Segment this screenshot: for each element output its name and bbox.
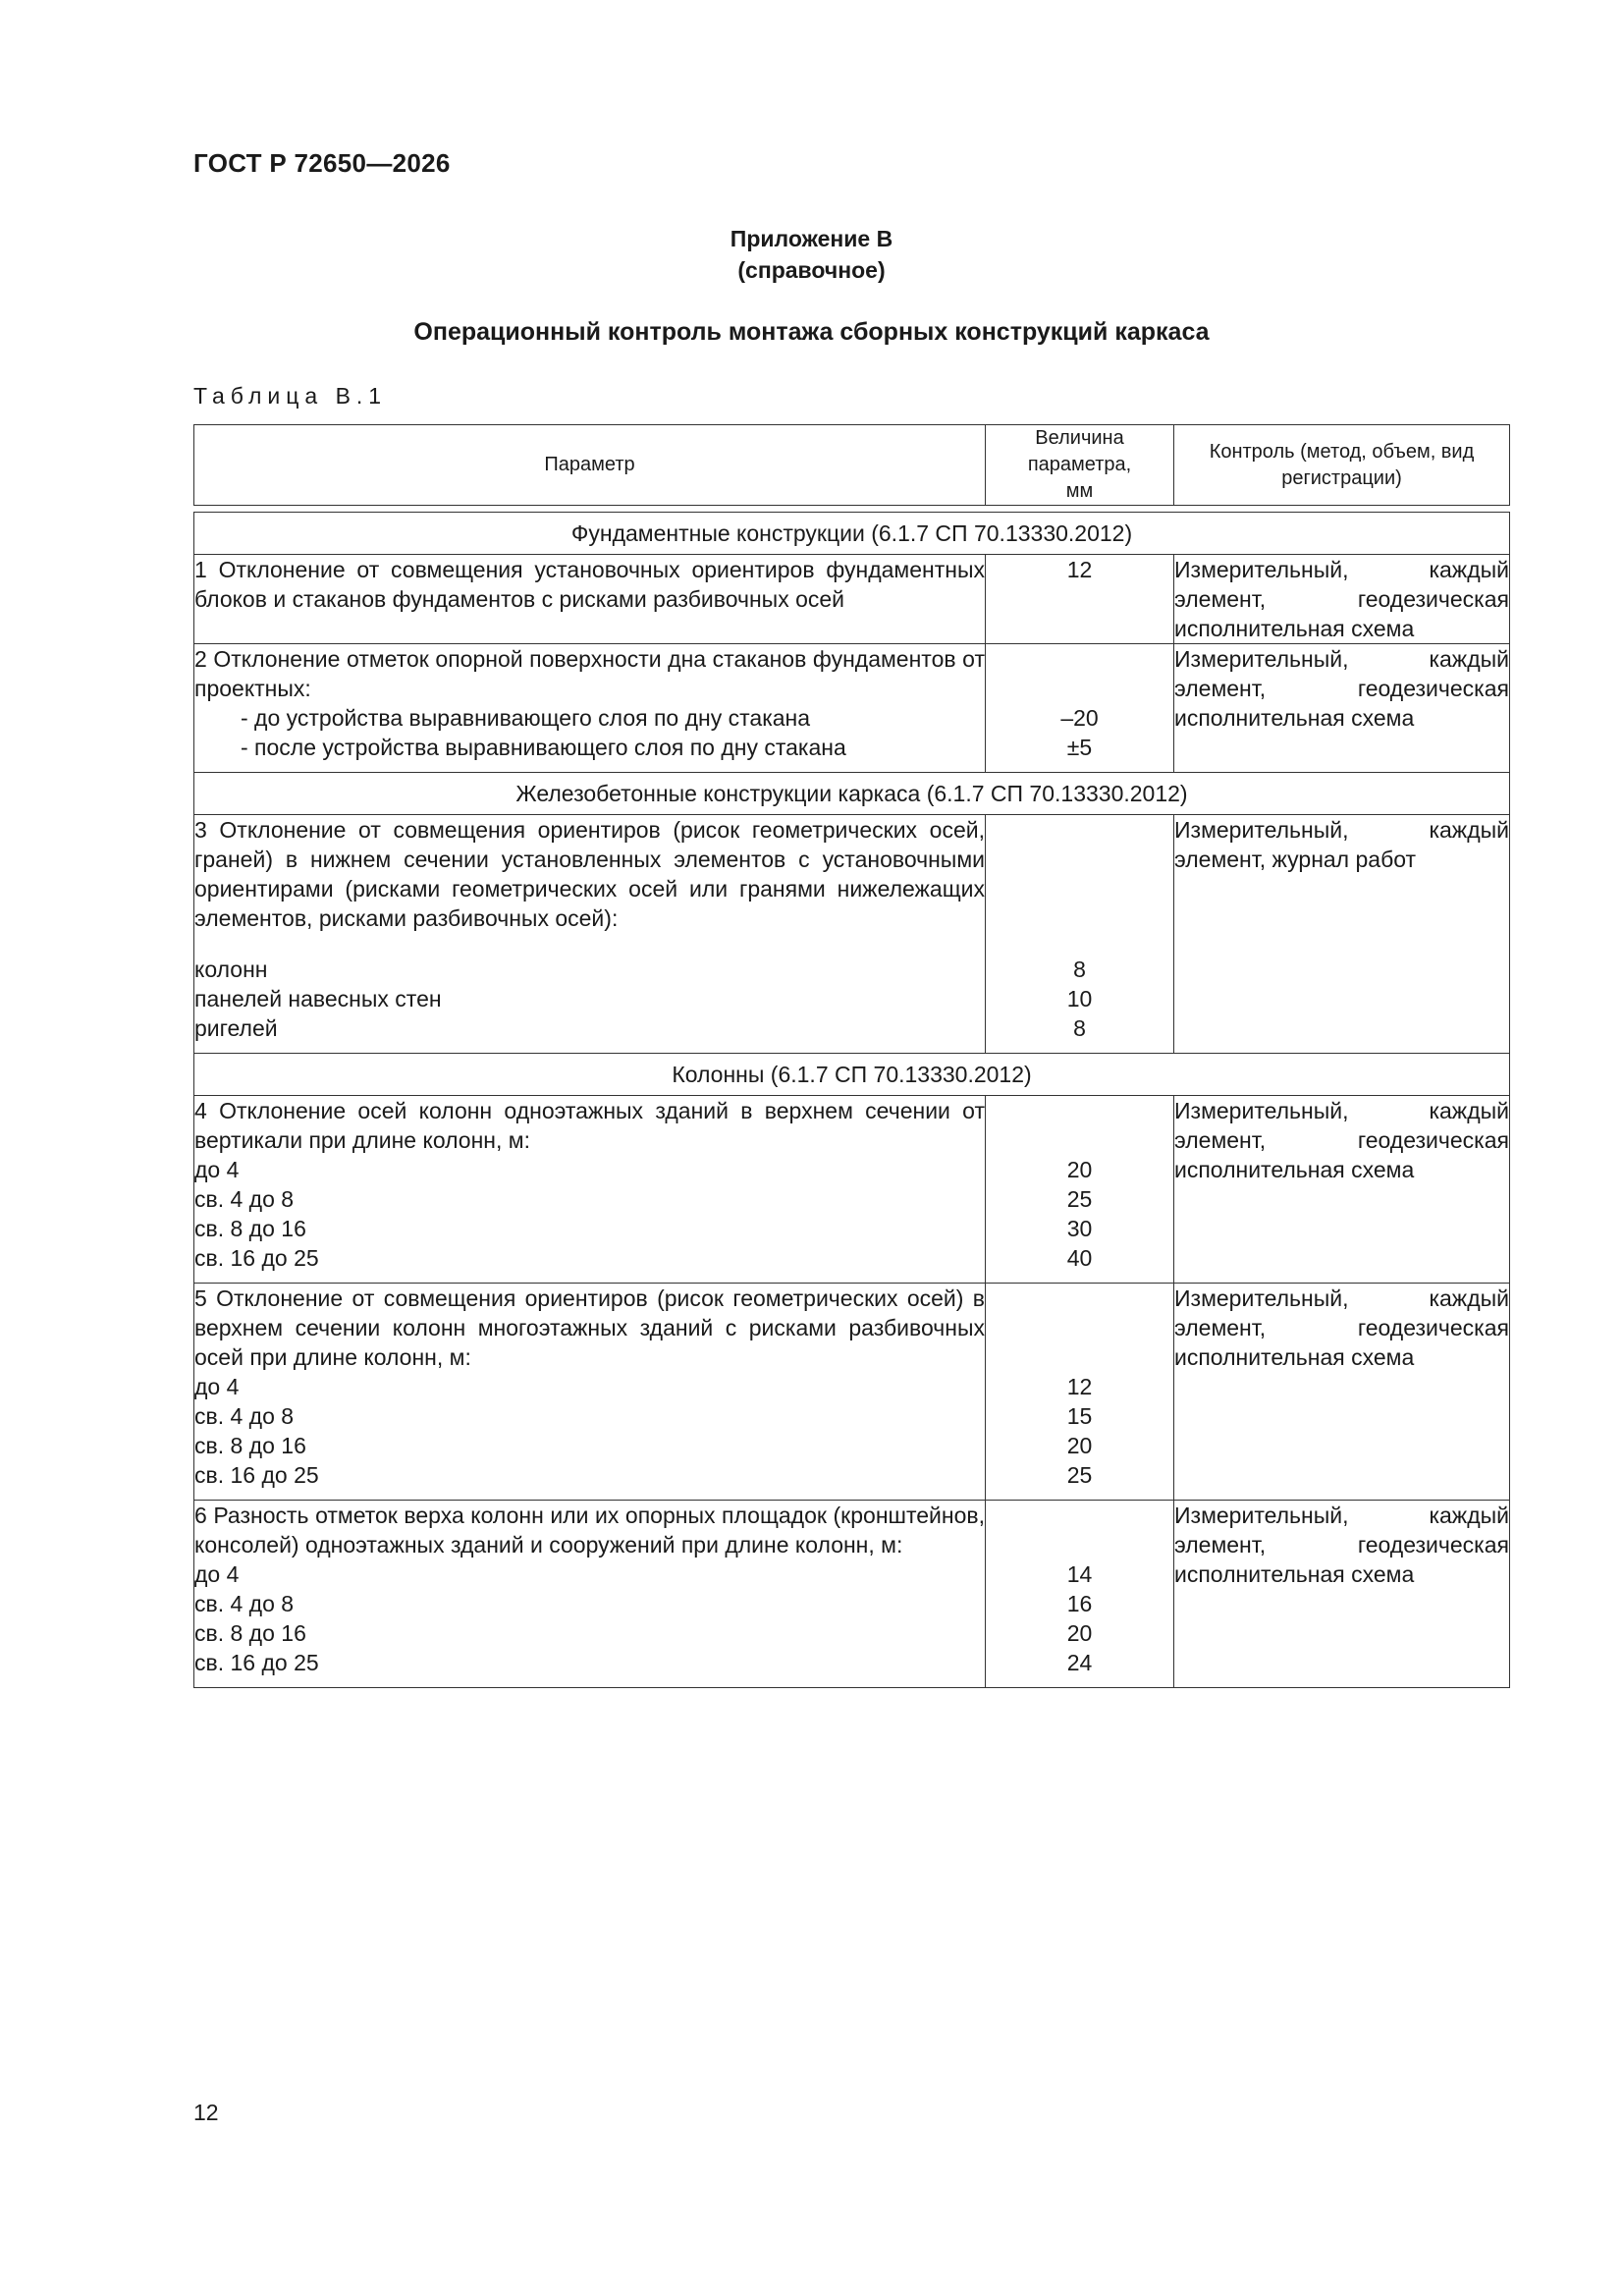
sub-value-cell: 20 xyxy=(986,1155,1174,1184)
value-cell xyxy=(986,1284,1174,1373)
sub-value-cell: 25 xyxy=(986,1184,1174,1214)
column-header-control: Контроль (метод, объем, вид регистрации) xyxy=(1174,425,1510,506)
sub-param-cell: до 4 xyxy=(194,1155,986,1184)
param-cell: 6 Разность отметок верха колонн или их опорных площадок (кронштейнов, консолей) одноэтажных зданий и сооружений при длине колонн, м: xyxy=(194,1501,986,1560)
sub-value-cell: 20 xyxy=(986,1618,1174,1648)
table-row xyxy=(194,1284,1510,1373)
control-cell: Измерительный, каждый элемент, геодезическая исполнительная схема xyxy=(1174,1284,1510,1501)
sub-param-cell: св. 16 до 25 xyxy=(194,1648,986,1688)
sub-value-cell: 24 xyxy=(986,1648,1174,1688)
sub-param-cell: до 4 xyxy=(194,1372,986,1401)
control-cell: Измерительный, каждый элемент, геодезическая исполнительная схема xyxy=(1174,644,1510,773)
control-table xyxy=(193,424,1510,1688)
sub-param-cell: св. 16 до 25 xyxy=(194,1460,986,1501)
spacer-cell xyxy=(986,933,1174,955)
value-cell xyxy=(986,644,1174,704)
table-row xyxy=(194,644,1510,704)
column-header-param: Параметр xyxy=(194,425,986,506)
table-row xyxy=(194,815,1510,934)
sub-param-cell: ригелей xyxy=(194,1013,986,1054)
table-row xyxy=(194,1096,1510,1156)
sub-value-cell: 14 xyxy=(986,1559,1174,1589)
sub-param-cell: св. 8 до 16 xyxy=(194,1431,986,1460)
document-title: Операционный контроль монтажа сборных конструкций каркаса xyxy=(413,318,1210,346)
column-header-value: Величина параметра, мм xyxy=(986,425,1174,506)
sub-param-cell: - до устройства выравнивающего слоя по дну стакана xyxy=(194,703,986,733)
table-label: Таблица В.1 xyxy=(193,383,388,409)
param-cell: 1 Отклонение от совмещения установочных ориентиров фундаментных блоков и стаканов фундаментов с рисками разбивочных осей xyxy=(194,555,986,644)
table-row xyxy=(194,555,1510,644)
section-row xyxy=(194,773,1510,815)
sub-value-cell: 12 xyxy=(986,1372,1174,1401)
sub-param-cell: св. 4 до 8 xyxy=(194,1589,986,1618)
section-row xyxy=(194,1054,1510,1096)
sub-param-cell: колонн xyxy=(194,955,986,984)
control-cell: Измерительный, каждый элемент, геодезическая исполнительная схема xyxy=(1174,1501,1510,1688)
param-cell: 2 Отклонение отметок опорной поверхности дна стаканов фундаментов от проектных: xyxy=(194,644,986,704)
sub-value-cell: 25 xyxy=(986,1460,1174,1501)
sub-param-cell: до 4 xyxy=(194,1559,986,1589)
sub-value-cell: 10 xyxy=(986,984,1174,1013)
sub-value-cell: 8 xyxy=(986,955,1174,984)
sub-param-cell: св. 8 до 16 xyxy=(194,1618,986,1648)
sub-value-cell: 30 xyxy=(986,1214,1174,1243)
sub-value-cell: –20 xyxy=(986,703,1174,733)
table-body xyxy=(194,513,1510,1688)
table-row xyxy=(194,1501,1510,1560)
param-cell: 3 Отклонение от совмещения ориентиров (рисок геометрических осей, граней) в нижнем сечении установленных элементов с установочными ориентирами (рисками геометрических осей или гранями нижележащих элементов, рисками разбивочных осей): xyxy=(194,815,986,934)
document-code: ГОСТ Р 72650—2026 xyxy=(193,148,451,178)
section-title: Колонны (6.1.7 СП 70.13330.2012) xyxy=(194,1054,1510,1096)
sub-value-cell: 15 xyxy=(986,1401,1174,1431)
section-title: Фундаментные конструкции (6.1.7 СП 70.13330.2012) xyxy=(194,513,1510,555)
param-cell: 4 Отклонение осей колонн одноэтажных зданий в верхнем сечении от вертикали при длине колонн, м: xyxy=(194,1096,986,1156)
annex-kind: (справочное) xyxy=(737,257,886,283)
page-number: 12 xyxy=(193,2100,219,2125)
sub-param-cell: панелей навесных стен xyxy=(194,984,986,1013)
param-cell: 5 Отклонение от совмещения ориентиров (рисок геометрических осей) в верхнем сечении колонн многоэтажных зданий с рисками разбивочных осей при длине колонн, м: xyxy=(194,1284,986,1373)
control-cell: Измерительный, каждый элемент, геодезическая исполнительная схема xyxy=(1174,555,1510,644)
sub-value-cell: 40 xyxy=(986,1243,1174,1284)
section-title: Железобетонные конструкции каркаса (6.1.7 СП 70.13330.2012) xyxy=(194,773,1510,815)
annex-heading xyxy=(0,223,1623,286)
value-cell: 12 xyxy=(986,555,1174,644)
sub-value-cell: 8 xyxy=(986,1013,1174,1054)
sub-param-cell: св. 16 до 25 xyxy=(194,1243,986,1284)
control-cell: Измерительный, каждый элемент, журнал работ xyxy=(1174,815,1510,1054)
value-cell xyxy=(986,1096,1174,1156)
annex-title: Приложение В xyxy=(730,226,893,251)
sub-param-cell: св. 4 до 8 xyxy=(194,1401,986,1431)
spacer-cell xyxy=(194,933,986,955)
sub-value-cell: 16 xyxy=(986,1589,1174,1618)
value-cell xyxy=(986,815,1174,934)
sub-value-cell: ±5 xyxy=(986,733,1174,773)
control-cell: Измерительный, каждый элемент, геодезическая исполнительная схема xyxy=(1174,1096,1510,1284)
sub-param-cell: св. 8 до 16 xyxy=(194,1214,986,1243)
section-row xyxy=(194,513,1510,555)
sub-param-cell: св. 4 до 8 xyxy=(194,1184,986,1214)
sub-param-cell: - после устройства выравнивающего слоя по дну стакана xyxy=(194,733,986,773)
value-cell xyxy=(986,1501,1174,1560)
sub-value-cell: 20 xyxy=(986,1431,1174,1460)
